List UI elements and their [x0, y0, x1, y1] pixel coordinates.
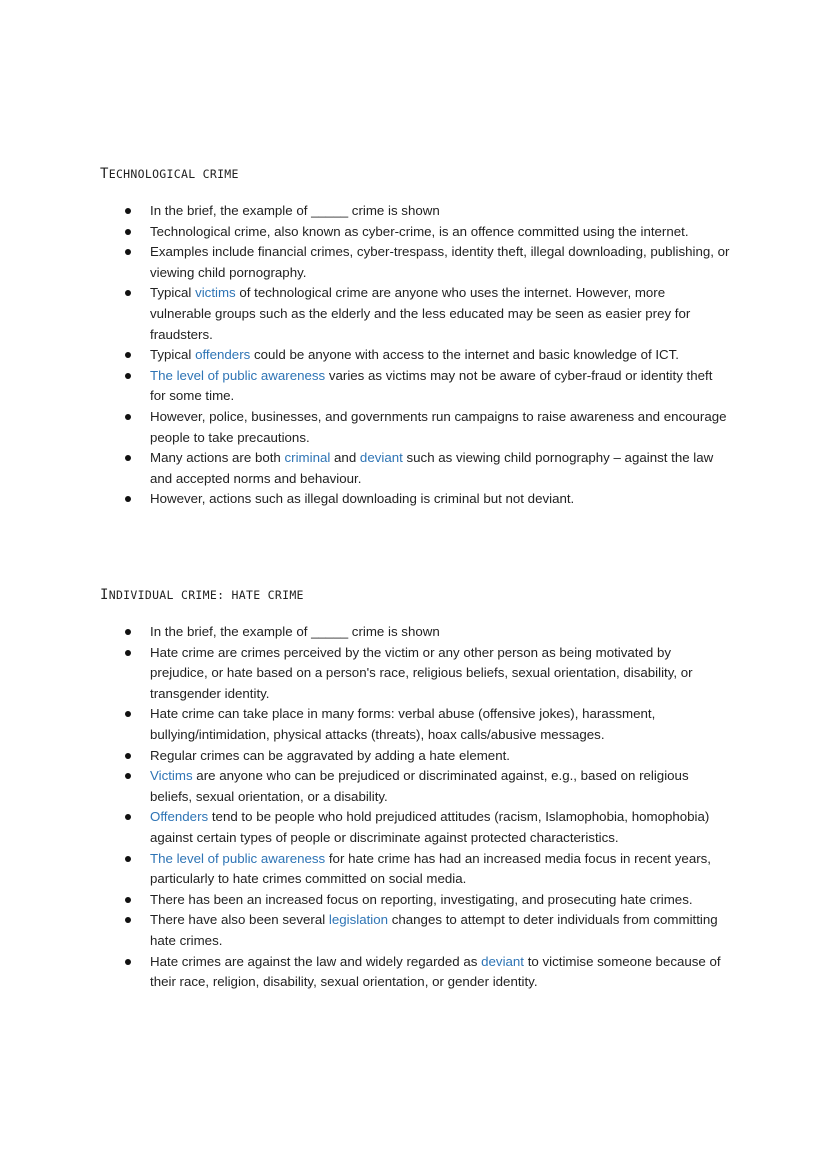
heading-rest: ECHNOLOGICAL CRIME	[108, 167, 239, 181]
bullet-text: Hate crime can take place in many forms: verbal abuse (offensive jokes), harassment, bullying/intimidation, physical attacks (threats), hoax calls/abusive messages.	[150, 706, 656, 742]
highlighted-term: offenders	[195, 347, 251, 363]
bullet-item	[0, 704, 730, 745]
bullet-text: are anyone who can be prejudiced or discriminated against, e.g., based on religious beliefs, sexual orientation, or a disability.	[150, 768, 689, 804]
bullet-text: Regular crimes can be aggravated by adding a hate element.	[150, 747, 510, 763]
section-heading	[100, 587, 304, 603]
bullet-text: changes to attempt to deter individuals from committing hate crimes.	[150, 912, 718, 948]
bullet-text: for hate crime has had an increased media focus in recent years, particularly to hate crimes committed on social media.	[150, 850, 711, 887]
heading-initial: T	[100, 166, 109, 182]
heading-initial: I	[100, 587, 109, 603]
heading-rest: NDIVIDUAL CRIME: HATE CRIME	[108, 588, 304, 602]
highlighted-term: Offenders	[150, 809, 209, 825]
highlighted-term: criminal	[284, 450, 331, 466]
bullet-text: Hate crimes are against the law and widely regarded as	[150, 953, 482, 969]
bullet-text: Typical	[150, 285, 196, 301]
bullet-item	[0, 766, 730, 807]
bullet-text: Technological crime, also known as cyber-crime, is an offence committed using the internet.	[150, 223, 689, 239]
bullet-item	[0, 283, 730, 345]
highlighted-term: legislation	[328, 912, 389, 928]
bullet-list	[0, 622, 730, 993]
bullet-item	[0, 345, 730, 366]
bullet-item	[0, 201, 730, 222]
bullet-text: In the brief, the example of _____ crime is shown	[150, 203, 440, 218]
bullet-text: Typical	[150, 347, 196, 363]
bullet-item	[0, 448, 730, 489]
bullet-item	[0, 489, 730, 510]
bullet-item	[0, 890, 730, 911]
bullet-item	[0, 952, 730, 993]
highlighted-term: Victims	[150, 768, 193, 784]
bullet-item	[0, 622, 730, 643]
bullet-text: However, police, businesses, and governments run campaigns to raise awareness and encourage people to take precautions.	[150, 408, 727, 445]
bullet-item	[0, 222, 730, 243]
bullet-text: such as viewing child pornography – against the law and accepted norms and behaviour.	[150, 450, 714, 486]
highlighted-term: The level of public awareness	[150, 367, 326, 383]
bullet-item	[0, 366, 730, 407]
bullet-text: Examples include financial crimes, cyber-trespass, identity theft, illegal downloading, publishing, or viewing child pornography.	[150, 244, 730, 280]
highlighted-term: The level of public awareness	[150, 850, 326, 866]
bullet-item	[0, 910, 730, 951]
bullet-item	[0, 407, 730, 448]
bullet-text: Many actions are both	[150, 450, 285, 466]
bullet-text: Hate crime are crimes perceived by the victim or any other person as being motivated by prejudice, or hate based on a person's race, religious beliefs, sexual orientation, disability, or transgender identity.	[150, 644, 693, 701]
bullet-item	[0, 242, 730, 283]
bullet-list	[0, 201, 730, 510]
bullet-text: varies as victims may not be aware of cyber-fraud or identity theft for some time.	[150, 367, 713, 404]
bullet-item	[0, 643, 730, 705]
bullet-item	[0, 849, 730, 890]
bullet-text: However, actions such as illegal downloading is criminal but not deviant.	[150, 491, 575, 507]
bullet-text: could be anyone with access to the internet and basic knowledge of ICT.	[250, 347, 679, 363]
bullet-item	[0, 807, 730, 848]
bullet-item	[0, 746, 730, 767]
bullet-text: In the brief, the example of _____ crime is shown	[150, 624, 440, 639]
bullet-text: tend to be people who hold prejudiced attitudes (racism, Islamophobia, homophobia) against certain types of people or discriminate against protected characteristics.	[150, 809, 710, 845]
bullet-text: to victimise someone because of their race, religion, disability, sexual orientation, or gender identity.	[150, 953, 721, 990]
bullet-text: and	[330, 450, 360, 466]
highlighted-term: deviant	[359, 450, 403, 466]
highlighted-term: victims	[195, 285, 236, 301]
highlighted-term: deviant	[481, 953, 525, 969]
bullet-text: There have also been several	[150, 912, 329, 928]
section-heading	[100, 166, 239, 182]
bullet-text: of technological crime are anyone who uses the internet. However, more vulnerable groups such as the elderly and the less educated may be seen as easier prey for fraudsters.	[150, 285, 691, 342]
bullet-text: There has been an increased focus on reporting, investigating, and prosecuting hate crimes.	[150, 891, 693, 907]
